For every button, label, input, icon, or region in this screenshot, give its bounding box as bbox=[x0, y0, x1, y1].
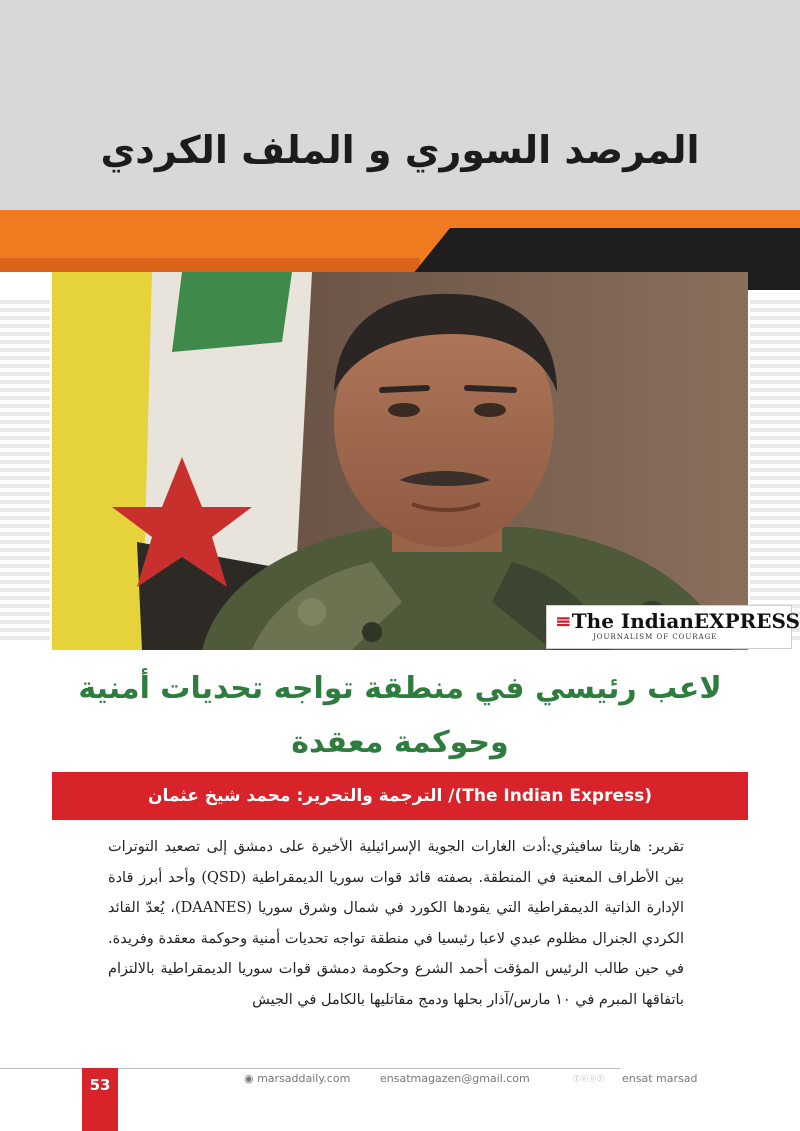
article-body: تقرير: هاريثا سافيثري:أدت الغارات الجوية الإسرائيلية الأخيرة على دمشق إلى تصعيد التوترات بين الأطراف المعنية في المنطقة. بصفته قائد قوات سوريا الديمقراطية (QSD) وأحد أبرز قادة الإدارة الذاتية الديمقراطية التي يقودها الكورد في شمال وشرق سوريا (DAANES)، يُعدّ القائد الكردي الجنرال مظلوم عبدي لاعبا رئيسيا في منطقة تواجه تحديات أمنية وحوكمة معقدة وفريدة. في حين طالب الرئيس المؤقت أحمد الشرع وحكومة دمشق قوات سوريا الديمقراطية بالالتزام باتفاقها المبرم في ١٠ مارس/آذار بحلها ودمج مقاتليها بالكامل في الجيش bbox=[108, 839, 684, 1008]
page-number-badge bbox=[82, 1068, 118, 1131]
headline-line-1: لاعب رئيسي في منطقة تواجه تحديات أمنية bbox=[78, 671, 722, 706]
credit-text: (The Indian Express)/ الترجمة والتحرير: محمد شيخ عثمان bbox=[147, 786, 653, 806]
indian-express-logo bbox=[546, 605, 800, 649]
logo-tagline: JOURNALISM OF COURAGE bbox=[593, 633, 718, 641]
article-headline bbox=[52, 662, 748, 770]
stripe-pattern-left bbox=[0, 300, 50, 640]
logo-wordmark: ≡The IndianEXPRESS bbox=[555, 609, 800, 633]
stripe-pattern-right bbox=[750, 300, 800, 640]
footer-handle: ensat marsad bbox=[622, 1072, 698, 1085]
article-photo bbox=[52, 272, 800, 650]
page-title: المرصد السوري و الملف الكردي bbox=[100, 128, 700, 172]
portrait-illustration bbox=[52, 272, 748, 650]
credit-bar bbox=[52, 772, 748, 820]
footer-website-link[interactable]: ◉ marsaddaily.com bbox=[244, 1072, 351, 1085]
footer-email-link[interactable]: ensatmagazen@gmail.com bbox=[380, 1072, 530, 1085]
page-number: 53 bbox=[89, 1076, 111, 1094]
headline-line-2: وحوكمة معقدة bbox=[291, 725, 509, 760]
header-band bbox=[0, 0, 800, 210]
social-icons[interactable]: ⓕⓔⓞⓨ bbox=[573, 1075, 605, 1083]
